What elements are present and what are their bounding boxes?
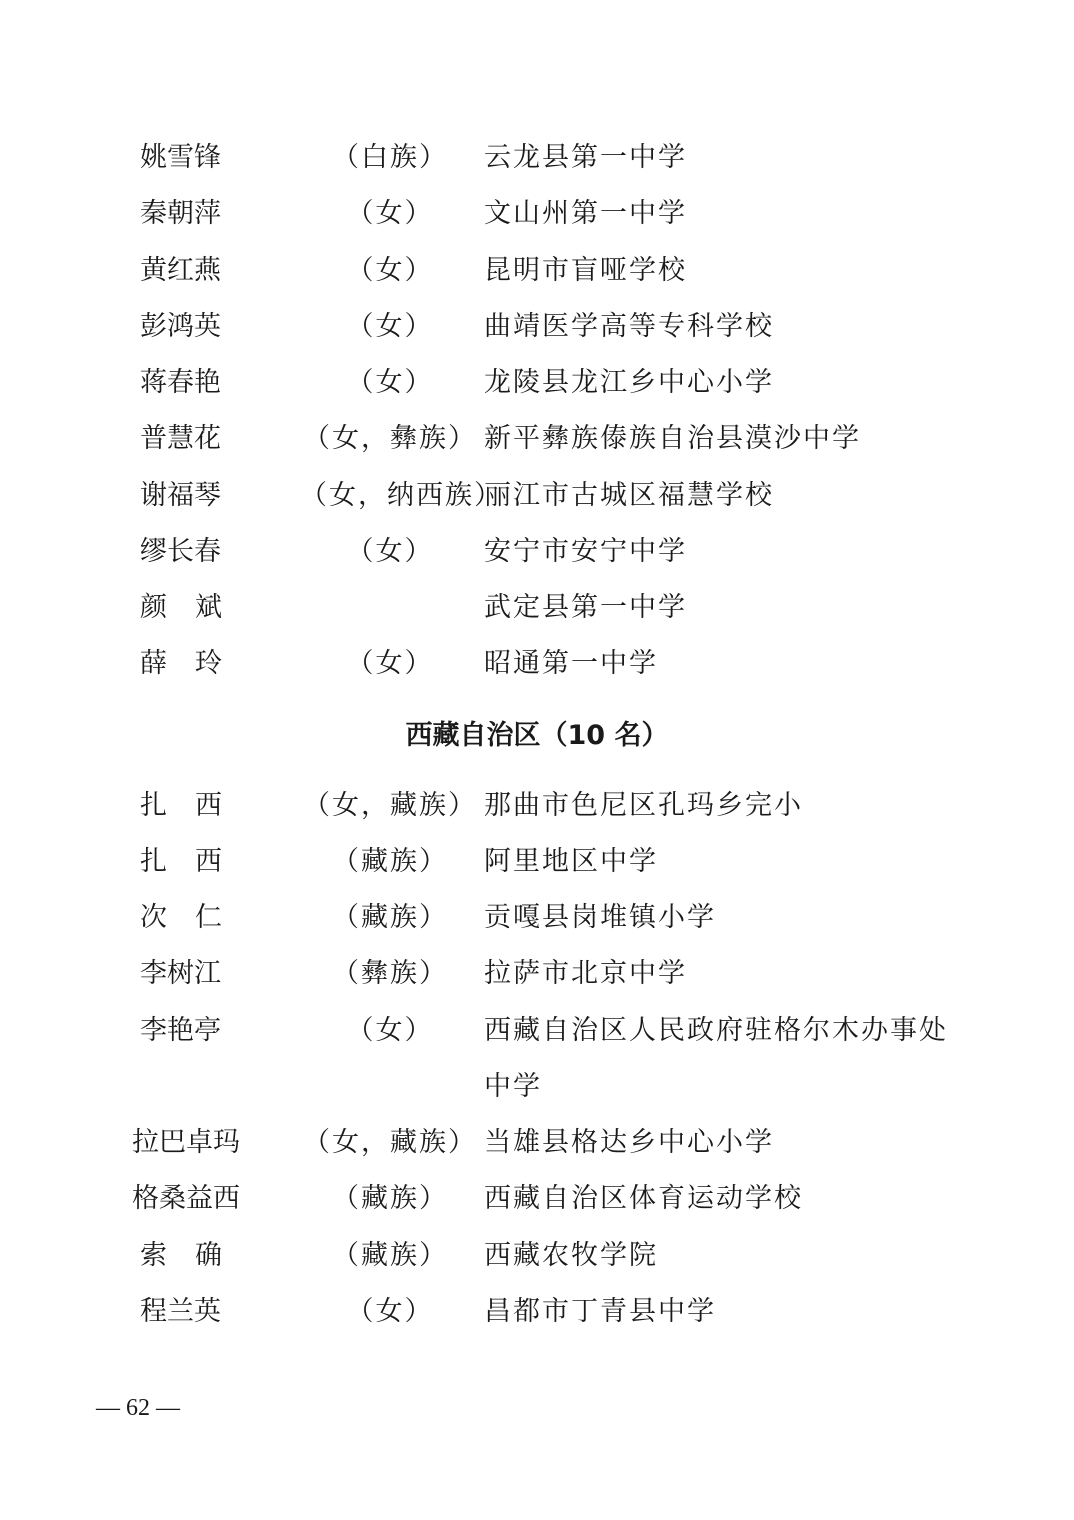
person-name: 黄红燕 xyxy=(140,255,221,286)
person-school: 阿里地区中学 xyxy=(484,846,658,877)
person-name: 次仁 xyxy=(140,902,250,933)
person-school: 西藏自治区人民政府驻格尔木办事处 xyxy=(484,1015,948,1046)
page-number: — 62 — xyxy=(96,1395,180,1421)
person-name: 姚雪锋 xyxy=(140,142,221,173)
list-item xyxy=(0,355,1074,411)
person-name: 扎西 xyxy=(140,846,250,877)
list-item xyxy=(0,1228,1074,1284)
list-item xyxy=(0,1171,1074,1227)
person-name: 普慧花 xyxy=(140,423,221,454)
person-note: （藏族） xyxy=(332,1183,448,1214)
person-school: 拉萨市北京中学 xyxy=(484,958,687,989)
person-note: （白族） xyxy=(332,142,448,173)
person-note: （藏族） xyxy=(332,1240,448,1271)
person-name: 格桑益西 xyxy=(132,1183,240,1214)
person-name: 颜斌 xyxy=(140,592,250,623)
list-item xyxy=(0,834,1074,890)
person-note: （女，彝族） xyxy=(303,423,477,454)
list-item xyxy=(0,411,1074,467)
person-school-continuation: 中学 xyxy=(484,1071,542,1102)
person-note: （女） xyxy=(346,648,434,679)
person-school: 昆明市盲哑学校 xyxy=(484,255,687,286)
person-school: 文山州第一中学 xyxy=(484,198,687,229)
person-note: （女） xyxy=(346,198,434,229)
person-school: 曲靖医学高等专科学校 xyxy=(484,311,774,342)
list-item xyxy=(0,243,1074,299)
person-note: （女） xyxy=(346,311,434,342)
list-item xyxy=(0,946,1074,1002)
person-school: 昌都市丁青县中学 xyxy=(484,1296,716,1327)
person-note: （彝族） xyxy=(332,958,448,989)
person-note: （女，藏族） xyxy=(303,1127,477,1158)
person-note: （女） xyxy=(346,1015,434,1046)
person-note: （女，纳西族） xyxy=(300,480,503,511)
person-school: 龙陵县龙江乡中心小学 xyxy=(484,367,774,398)
person-note: （藏族） xyxy=(332,902,448,933)
person-name: 程兰英 xyxy=(140,1296,221,1327)
person-name: 李树江 xyxy=(140,958,221,989)
list-item xyxy=(0,468,1074,524)
person-name: 蒋春艳 xyxy=(140,367,221,398)
person-name: 秦朝萍 xyxy=(140,198,221,229)
person-note: （藏族） xyxy=(332,846,448,877)
list-item-continuation xyxy=(0,1059,1074,1115)
person-school: 贡嘎县岗堆镇小学 xyxy=(484,902,716,933)
person-note: （女） xyxy=(346,255,434,286)
person-school: 西藏农牧学院 xyxy=(484,1240,658,1271)
person-name: 薛玲 xyxy=(140,648,250,679)
person-name: 拉巴卓玛 xyxy=(132,1127,240,1158)
person-name: 扎西 xyxy=(140,790,250,821)
person-school: 丽江市古城区福慧学校 xyxy=(484,480,774,511)
person-name: 李艳亭 xyxy=(140,1015,221,1046)
person-name: 彭鸿英 xyxy=(140,311,221,342)
list-item xyxy=(0,186,1074,242)
person-name: 谢福琴 xyxy=(140,480,221,511)
list-item xyxy=(0,580,1074,636)
list-item xyxy=(0,890,1074,946)
person-school: 云龙县第一中学 xyxy=(484,142,687,173)
person-school: 西藏自治区体育运动学校 xyxy=(484,1183,803,1214)
person-note: （女，藏族） xyxy=(303,790,477,821)
person-school: 当雄县格达乡中心小学 xyxy=(484,1127,774,1158)
person-school: 新平彝族傣族自治县漠沙中学 xyxy=(484,423,861,454)
list-item xyxy=(0,130,1074,186)
person-note xyxy=(300,580,480,636)
list-item xyxy=(0,1115,1074,1171)
list-item xyxy=(0,636,1074,692)
person-note: （女） xyxy=(346,536,434,567)
person-school: 昭通第一中学 xyxy=(484,648,658,679)
list-item xyxy=(0,778,1074,834)
person-school: 安宁市安宁中学 xyxy=(484,536,687,567)
list-item xyxy=(0,1284,1074,1340)
person-school: 武定县第一中学 xyxy=(484,592,687,623)
section-heading: 西藏自治区（10 名） xyxy=(405,720,669,751)
person-school: 那曲市色尼区孔玛乡完小 xyxy=(484,790,803,821)
person-note: （女） xyxy=(346,1296,434,1327)
list-item xyxy=(0,1003,1074,1059)
person-note: （女） xyxy=(346,367,434,398)
list-item xyxy=(0,299,1074,355)
person-name: 缪长春 xyxy=(140,536,221,567)
list-item xyxy=(0,524,1074,580)
person-name: 索确 xyxy=(140,1240,250,1271)
